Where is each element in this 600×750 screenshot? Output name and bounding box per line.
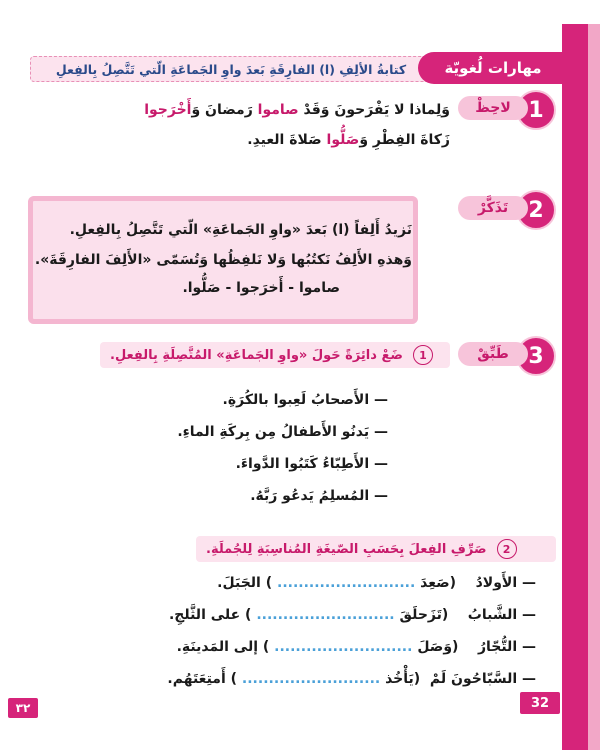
- section1-label: لاحِظْ: [458, 96, 528, 120]
- exercise1-item: — الأَصحابُ لَعِبوا بالكُرَةِ.: [222, 392, 388, 408]
- remember-line3: صاموا - أَخرَجوا - صَلُّوا.: [182, 280, 340, 296]
- section2-number: 2: [516, 190, 556, 230]
- exercise2-item: — التُّجّارُ (وَصَلَ .......................... ) إلى المَدينَةِ.: [176, 639, 536, 655]
- exercise2-number: 2: [497, 539, 517, 559]
- section1-line2: زَكاةَ الفِطْرِ وَصَلُّوا صَلاةَ العيدِ.: [247, 132, 450, 148]
- sidebar-decor: [562, 24, 588, 750]
- section3-number: 3: [516, 336, 556, 376]
- exercise1-item: — يَدنُو الأَطفالُ مِن بِركَةِ الماءِ.: [177, 424, 388, 440]
- exercise2-instruction: صَرِّفِ الفِعلَ بِحَسَبِ الصّيغَةِ المُناسِبَةِ لِلجُملَةِ.: [206, 541, 487, 557]
- skills-title-badge: مهارات لُغويّة: [418, 52, 568, 84]
- section2-label: تَذَكَّرْ: [458, 196, 528, 220]
- remember-line2: وَهذهِ الأَلِفُ نَكتُبُها وَلا نَلفِظُها وَتُسَمّى «الأَلِفَ الفارِقَةَ».: [34, 252, 412, 268]
- topic-banner: كتابةُ الألِفِ (ا) الفارِقَةِ بَعدَ واوِ الجَماعَةِ الّتي تَتَّصِلُ بِالفِعلِ: [30, 56, 432, 82]
- exercise1-item: — المُسلِمُ يَدعُو رَبَّهُ.: [250, 488, 388, 504]
- exercise1-item: — الأَطِبّاءُ كَتَبُوا الدَّواءَ.: [235, 456, 388, 472]
- section1-number: 1: [516, 90, 556, 130]
- remember-line1: نَزيدُ أَلِفاً (ا) بَعدَ «واوِ الجَماعَةِ» الّتي تَتَّصِلُ بِالفِعلِ.: [69, 222, 412, 238]
- page-number-arabic: ٣٢: [8, 698, 38, 718]
- exercise2-instruction-bar: [196, 536, 556, 562]
- exercise1-number: 1: [413, 345, 433, 365]
- exercise1-instruction-bar: [100, 342, 450, 368]
- section3-label: طَبِّقْ: [458, 342, 528, 366]
- exercise2-item: — الأَولادُ (صَعِدَ .......................... ) الجَبَلَ.: [217, 575, 536, 591]
- page-header: [30, 52, 580, 84]
- exercise2-item: — السَّبّاحُونَ لَمْ (يَأْخُذ .......................... ) أَمتِعَتَهُم.: [167, 671, 536, 687]
- section1-line1: وَلِماذا لا يَفْرَحونَ وَقَدْ صاموا رَمضانَ وَأَخْرَجوا: [144, 102, 450, 118]
- page-number: 32: [520, 692, 560, 714]
- exercise2-item: — الشَّبابُ (تَزَحلَقَ .......................... ) على الثَّلجِ.: [168, 607, 536, 623]
- sidebar-tab-decor: [586, 24, 600, 750]
- exercise1-instruction: ضَعْ دائِرَةً حَولَ «واوِ الجَماعَةِ» المُتَّصِلَةِ بِالفِعلِ.: [110, 347, 403, 363]
